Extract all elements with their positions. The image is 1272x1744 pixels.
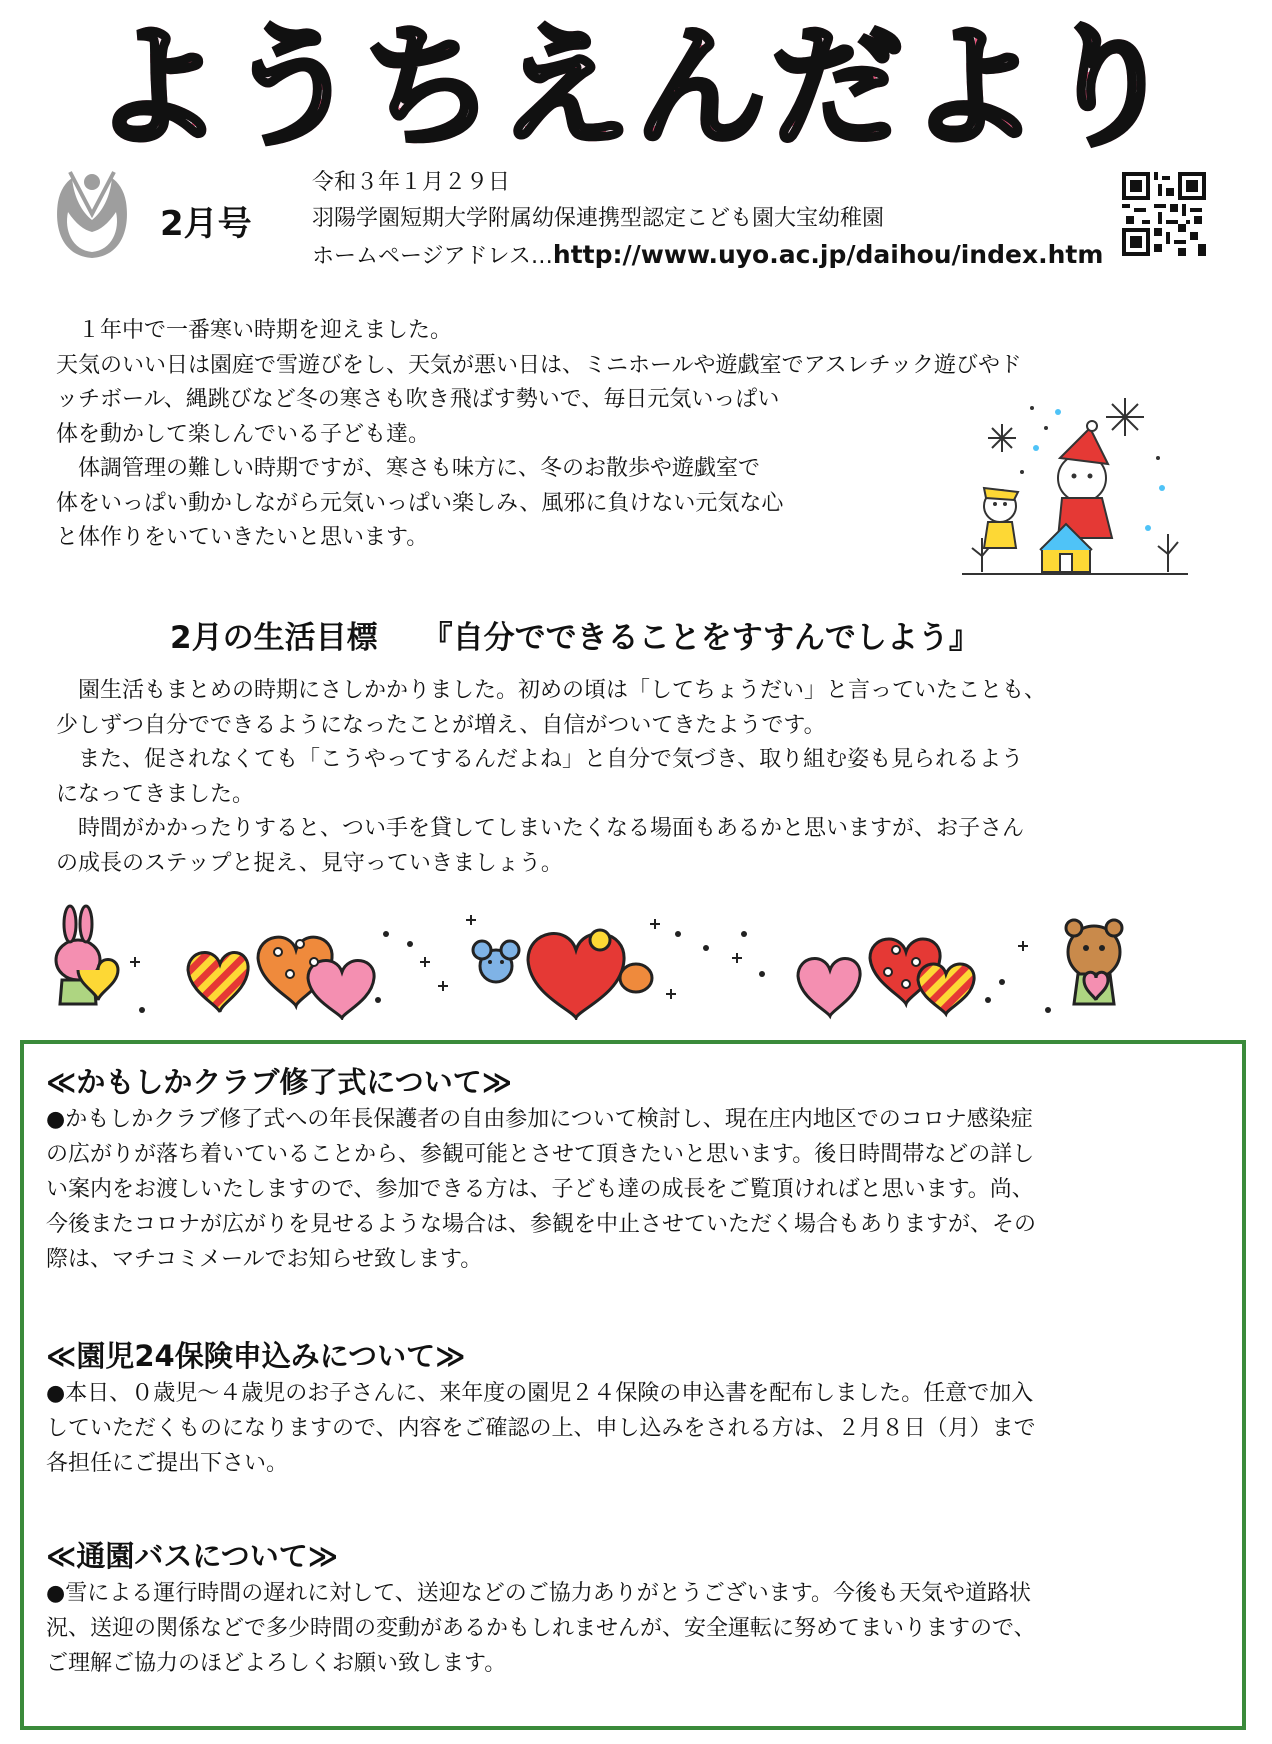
homepage-label: ホームページアドレス… [312, 244, 553, 269]
monthly-goal-label: 2月の生活目標 [170, 620, 378, 656]
notice-line: の広がりが落ち着いていることから、参観可能とさせて頂きたいと思います。後日時間帯などの詳し [46, 1142, 1035, 1167]
intro-line: １年中で一番寒い時期を迎えました。 [56, 318, 453, 343]
notice-title: ≪園児24保険申込みについて≫ [46, 1339, 466, 1373]
notice-insurance [46, 1336, 1236, 1481]
notice-school-bus [46, 1536, 1236, 1681]
notice-line: 今後またコロナが広がりを見せるような場合は、参観を中止させていただく場合もありますが、その [46, 1212, 1037, 1237]
intro-line: 体をいっぱい動かしながら元気いっぱい楽しみ、風邪に負けない元気な心 [56, 490, 784, 516]
monthly-goal-body [56, 674, 1226, 881]
notice-line: い案内をお渡しいたしますので、参加できる方は、子ども達の成長をご覧頂ければと思います。尚、 [46, 1177, 1034, 1202]
goal-line: 時間がかかったりすると、つい手を貸してしまいたくなる場面もあるかと思いますが、お子さん [56, 816, 1025, 841]
notices-box [20, 1040, 1246, 1730]
notice-graduation [46, 1062, 1236, 1277]
goal-line: また、促されなくても「こうやってするんだよね」と自分で気づき、取り組む姿も見られるよう [56, 747, 1024, 772]
notice-line: ご理解ご協力のほどよろしくお願い致します。 [46, 1651, 507, 1676]
intro-line: 体調管理の難しい時期ですが、寒さも味方に、冬のお散歩や遊戯室で [56, 456, 761, 481]
notice-line: していただくものになりますので、内容をご確認の上、申し込みをされる方は、２月８日（月）まで [46, 1416, 1036, 1441]
notice-line: 際は、マチコミメールでお知らせ致します。 [46, 1247, 483, 1272]
monthly-goal-text: 『自分でできることをすすんでしよう』 [421, 620, 980, 656]
school-logo [52, 168, 132, 260]
issue-label: 2月号 [160, 204, 252, 244]
notice-line: ●本日、０歳児～４歳児のお子さんに、来年度の園児２４保険の申込書を配布しました。任意で加入 [46, 1381, 1034, 1406]
intro-line: ッチボール、縄跳びなど冬の寒さも吹き飛ばす勢いで、毎日元気いっぱい [56, 387, 780, 412]
goal-line: 園生活もまとめの時期にさしかかりました。初めの頃は「してちょうだい」と言っていたことも、 [56, 678, 1047, 703]
intro-line: と体作りをいていきたいと思います。 [56, 525, 429, 550]
goal-line: の成長のステップと捉え、見守っていきましょう。 [56, 850, 563, 876]
notice-line: 各担任にご提出下さい。 [46, 1451, 289, 1476]
intro-line: 体を動かして楽しんでいる子ども達。 [56, 421, 431, 447]
school-name: 羽陽学園短期大学附属幼保連携型認定こども園大宝幼稚園 [312, 206, 885, 231]
notice-line: 況、送迎の関係などで多少時間の変動があるかもしれませんが、安全運転に努めてまいりますので、 [46, 1616, 1036, 1641]
notice-title: ≪通園バスについて≫ [46, 1539, 339, 1573]
intro-line: 天気のいい日は園庭で雪遊びをし、天気が悪い日は、ミニホールや遊戯室でアスレチック遊びやド [56, 352, 1022, 378]
notice-line: ●かもしかクラブ修了式への年長保護者の自由参加について検討し、現在庄内地区でのコロナ感染症 [46, 1107, 1033, 1132]
goal-line: になってきました。 [56, 781, 255, 807]
homepage-url-link[interactable]: http://www.uyo.ac.jp/daihou/index.htm [552, 240, 1104, 269]
goal-line: 少しずつ自分でできるようになったことが増え、自信がついてきたようです。 [56, 712, 826, 738]
notice-line: ●雪による運行時間の遅れに対して、送迎などのご協力ありがとうございます。今後も天気や道路状 [46, 1581, 1031, 1606]
hearts-animals-divider [38, 900, 1238, 1020]
qr-code[interactable] [1122, 172, 1206, 256]
monthly-goal-heading [170, 612, 980, 657]
issue-date: 令和３年１月２９日 [312, 170, 511, 195]
newsletter-title: ようちえんだより [30, 18, 1240, 158]
winter-children-illustration [962, 388, 1188, 588]
notice-title: ≪かもしかクラブ修了式について≫ [46, 1065, 513, 1099]
